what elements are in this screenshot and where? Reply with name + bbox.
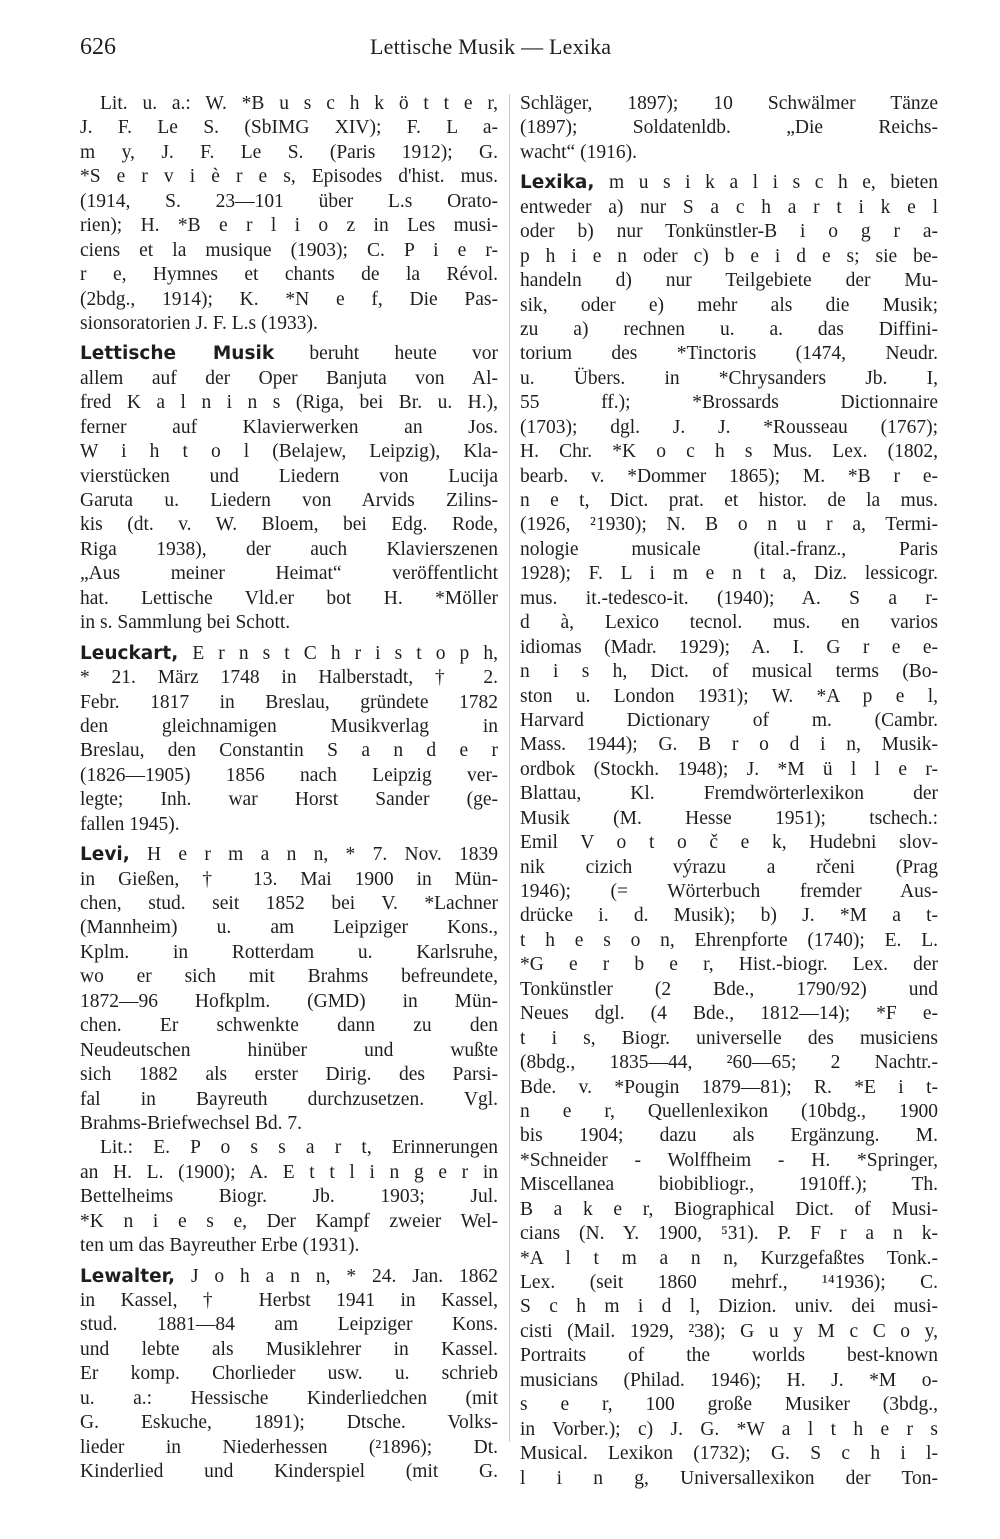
headword: Lexika,	[520, 172, 595, 194]
entry-lewalter-continued	[520, 92, 938, 165]
text-line: wacht“ (1916).	[520, 141, 637, 163]
text-line: B a k e r, Biographical Dict. of Musi-	[520, 1198, 938, 1220]
text-line: m u s i k a l i s c h e, bieten	[594, 172, 938, 194]
text-line: zu a) rechnen u. a. das Diffini-	[520, 318, 938, 340]
text-line: (1703); dgl. J. J. *Rousseau (1767);	[520, 416, 938, 438]
headword: Lewalter,	[80, 1265, 176, 1287]
text-line: Schläger, 1897); 10 Schwälmer Tänze	[520, 93, 938, 114]
text-line: vierstücken und Liedern von Lucija	[80, 465, 498, 487]
text-line: Bde. v. *Pougin 1879—81); R. *E i t-	[520, 1076, 938, 1098]
text-line: wo er sich mit Brahms befreundete,	[80, 966, 498, 988]
text-line: chen. Er schwenkte dann zu den	[80, 1015, 498, 1037]
text-line: (Mannheim) u. am Leipziger Kons.,	[80, 917, 498, 939]
text-line: Tonkünstler (2 Bde., 1790/92) und	[520, 978, 938, 1000]
text-line: (1826—1905) 1856 nach Leipzig ver-	[80, 764, 498, 786]
text-line: ten um das Bayreuther Erbe (1931).	[80, 1235, 360, 1257]
text-line: u. a.: Hessische Kinderliedchen (mit	[80, 1387, 498, 1409]
text-line: Lex. (seit 1860 mehrf., ¹⁴1936); C.	[520, 1272, 938, 1293]
text-line: p h i e n oder c) b e i d e s; sie be-	[520, 245, 938, 267]
headword: Lettische Musik	[80, 343, 275, 365]
text-line: drücke i. d. Musik); b) J. *M a t-	[520, 905, 938, 927]
text-line: Garuta u. Liedern von Arvids Zilins-	[80, 490, 498, 511]
text-line: t h e s o n, Ehrenpforte (1740); E. L.	[520, 929, 938, 951]
text-line: (1926, ²1930); N. B o n u r a, Termi-	[520, 514, 938, 536]
text-line: allem auf der Oper Banjuta von Al-	[80, 367, 498, 389]
right-column	[520, 92, 938, 1491]
page-number: 626	[80, 34, 116, 60]
text-line: Neudeutschen hinüber und wußte	[80, 1039, 498, 1061]
entry-leuckart	[80, 642, 498, 838]
text-line: Emil V o t o č e k, Hudebni slov-	[520, 832, 938, 854]
text-line: beruht heute vor	[274, 343, 498, 365]
text-line: chen, stud. seit 1852 bei V. *Lachner	[80, 893, 498, 914]
entry-lewalter	[80, 1265, 498, 1485]
left-column	[80, 92, 498, 1485]
text-line: Kplm. in Rotterdam u. Karlsruhe,	[80, 941, 498, 963]
text-line: torium des *Tinctoris (1474, Neudr.	[520, 343, 938, 365]
text-line: Musical. Lexikon (1732); G. S c h i l-	[520, 1443, 938, 1465]
text-line: idiomas (Madr. 1929); A. I. G r e e-	[520, 636, 938, 658]
text-line: W i h t o l (Belajew, Leipzig), Kla-	[80, 441, 498, 463]
text-line: in Gießen, † 13. Mai 1900 in Mün-	[80, 868, 498, 890]
text-line: *A l t m a n n, Kurzgefaßtes Tonk.-	[520, 1247, 938, 1269]
text-line: * 21. März 1748 in Halberstadt, † 2.	[80, 667, 498, 689]
entry-levi	[80, 843, 498, 1258]
text-line: J o h a n n, * 24. Jan. 1862	[175, 1265, 498, 1287]
text-line: 1928); F. L i m e n t a, Diz. lessicogr.	[520, 563, 938, 585]
text-line: Er komp. Chorlieder usw. u. schrieb	[80, 1363, 498, 1385]
text-line: nik cizich výrazu a rčeni (Prag	[520, 856, 938, 878]
text-line: r e, Hymnes et chants de la Révol.	[80, 264, 498, 286]
text-line: Lit.: E. P o s s a r t, Erinnerungen	[100, 1137, 498, 1159]
text-line: legte; Inh. war Horst Sander (ge-	[80, 789, 498, 811]
text-line: kis (dt. v. W. Bloem, bei Edg. Rode,	[80, 514, 498, 536]
text-line: Portraits of the worlds best-known	[520, 1345, 938, 1367]
text-line: fallen 1945).	[80, 813, 180, 835]
text-line: an H. L. (1900); A. E t t l i n g e r in	[80, 1161, 498, 1183]
text-line: mus. it.-tedesco-it. (1940); A. S a r-	[520, 587, 938, 609]
text-line: Brahms-Briefwechsel Bd. 7.	[80, 1112, 303, 1134]
text-line: *K n i e s e, Der Kampf zweier Wel-	[80, 1210, 498, 1232]
text-line: hat. Lettische Vld.er bot H. *Möller	[80, 587, 498, 609]
headword: Levi,	[80, 844, 130, 866]
text-line: H. Chr. *K o c h s Mus. Lex. (1802,	[520, 441, 938, 463]
text-line: m y, J. F. Le S. (Paris 1912); G.	[80, 141, 498, 163]
text-line: s e r, 100 große Musiker (3bdg.,	[520, 1394, 938, 1416]
text-line: Riga 1938), der auch Klavierszenen	[80, 538, 498, 560]
text-line: G. Eskuche, 1891); Dtsche. Volks-	[80, 1412, 498, 1434]
text-line: Neues dgl. (4 Bde., 1812—14); *F e-	[520, 1003, 938, 1025]
text-line: rien); H. *B e r l i o z in Les musi-	[80, 215, 498, 237]
page-header	[0, 34, 1000, 68]
text-line: ston u. London 1931); W. *A p e l,	[520, 685, 938, 707]
text-line: n i s h, Dict. of musical terms (Bo-	[520, 661, 938, 683]
text-line: in Vorber.); c) J. G. *W a l t h e r s	[520, 1418, 938, 1440]
text-line: u. Übers. in *Chrysanders Jb. I,	[520, 367, 938, 389]
text-line: Harvard Dictionary of m. (Cambr.	[520, 709, 938, 731]
text-line: 1872—96 Hofkplm. (GMD) in Mün-	[80, 990, 498, 1012]
text-line: n e r, Quellenlexikon (10bdg., 1900	[520, 1100, 938, 1122]
text-line: Mass. 1944); G. B r o d i n, Musik-	[520, 734, 938, 756]
text-line: lieder in Niederhessen (²1896); Dt.	[80, 1436, 498, 1458]
text-line: ordbok (Stockh. 1948); J. *M ü l l e r-	[520, 758, 938, 780]
text-line: H e r m a n n, * 7. Nov. 1839	[129, 844, 498, 866]
headword: Leuckart,	[80, 642, 179, 664]
text-line: ciens et la musique (1903); C. P i e r-	[80, 239, 498, 261]
entry-lexika	[520, 171, 938, 1491]
text-line: Miscellanea biobibliogr., 1910ff.); Th.	[520, 1174, 938, 1196]
text-line: *G e r b e r, Hist.-biogr. Lex. der	[520, 954, 938, 976]
text-line: t i s, Biogr. universelle des musiciens	[520, 1027, 938, 1049]
text-line: E r n s t C h r i s t o p h,	[178, 642, 498, 664]
text-line: Blattau, Kl. Fremdwörterlexikon der	[520, 783, 938, 805]
text-line: Febr. 1817 in Breslau, gründete 1782	[80, 691, 498, 713]
text-line: Bettelheims Biogr. Jb. 1903; Jul.	[80, 1186, 498, 1208]
running-head: Lettische Musik — Lexika	[370, 34, 612, 59]
text-line: oder b) nur Tonkünstler-B i o g r a-	[520, 221, 938, 243]
text-line: cisti (Mail. 1929, ²38); G u y M c C o y,	[520, 1320, 938, 1342]
text-line: und lebte als Musiklehrer in Kassel.	[80, 1338, 498, 1360]
column-divider	[509, 94, 510, 1442]
text-line: musicians (Philad. 1946); H. J. *M o-	[520, 1369, 938, 1391]
text-line: d à, Lexico tecnol. mus. en varios	[520, 612, 938, 634]
text-line: Breslau, den Constantin S a n d e r	[80, 740, 498, 762]
text-line: fred K a l n i n s (Riga, bei Br. u. H.),	[80, 392, 498, 414]
text-line: sionsoratorien J. F. L.s (1933).	[80, 312, 318, 334]
text-line: sik, oder e) mehr als die Musik;	[520, 294, 938, 316]
text-line: S c h m i d l, Dizion. univ. dei musi-	[520, 1296, 938, 1318]
text-line: fal in Bayreuth durchzusetzen. Vgl.	[80, 1088, 498, 1110]
text-line: *S e r v i è r e s, Episodes d'hist. mus.	[80, 166, 498, 188]
text-line: 1946); (= Wörterbuch fremder Aus-	[520, 881, 938, 902]
text-line: entweder a) nur S a c h a r t i k e l	[520, 196, 938, 218]
text-line: in Kassel, † Herbst 1941 in Kassel,	[80, 1290, 498, 1311]
text-line: (8bdg., 1835—44, ²60—65; 2 Nachtr.-	[520, 1052, 938, 1074]
text-line: stud. 1881—84 am Leipziger Kons.	[80, 1314, 498, 1336]
text-line: (1914, S. 23—101 über L.s Orato-	[80, 190, 498, 212]
text-line: *Schneider - Wolffheim - H. *Springer,	[520, 1149, 938, 1171]
text-line: nologie musicale (ital.-franz., Paris	[520, 538, 938, 560]
lexika-body	[520, 196, 938, 1491]
entry-lettische-lit	[80, 92, 498, 336]
text-line: bearb. v. *Dommer 1865); M. *B r e-	[520, 465, 938, 487]
text-line: (2bdg., 1914); K. *N e f, Die Pas-	[80, 288, 498, 310]
text-line: l i n g, Universallexikon der Ton-	[520, 1467, 938, 1489]
text-line: bis 1904; dazu als Ergänzung. M.	[520, 1125, 938, 1147]
text-line: cians (N. Y. 1900, ⁵31). P. F r a n k-	[520, 1223, 938, 1245]
text-line: „Aus meiner Heimat“ veröffentlicht	[80, 563, 498, 585]
text-line: Lit. u. a.: W. *B u s c h k ö t t e r,	[100, 93, 498, 114]
text-line: in s. Sammlung bei Schott.	[80, 612, 291, 634]
text-line: ferner auf Klavierwerken an Jos.	[80, 416, 498, 438]
text-line: Kinderlied und Kinderspiel (mit G.	[80, 1461, 498, 1483]
text-line: Musik (M. Hesse 1951); tschech.:	[520, 807, 938, 829]
entry-lettische-musik	[80, 342, 498, 635]
text-line: 55 ff.); *Brossards Dictionnaire	[520, 392, 938, 414]
text-line: den gleichnamigen Musikverlag in	[80, 715, 498, 737]
text-line: n e t, Dict. prat. et histor. de la mus.	[520, 490, 938, 511]
text-line: sich 1882 als erster Dirig. des Parsi-	[80, 1064, 498, 1086]
text-line: J. F. Le S. (SbIMG XIV); F. L a-	[80, 117, 498, 139]
text-line: (1897); Soldatenldb. „Die Reichs-	[520, 117, 938, 139]
text-line: handeln d) nur Teilgebiete der Mu-	[520, 270, 938, 292]
